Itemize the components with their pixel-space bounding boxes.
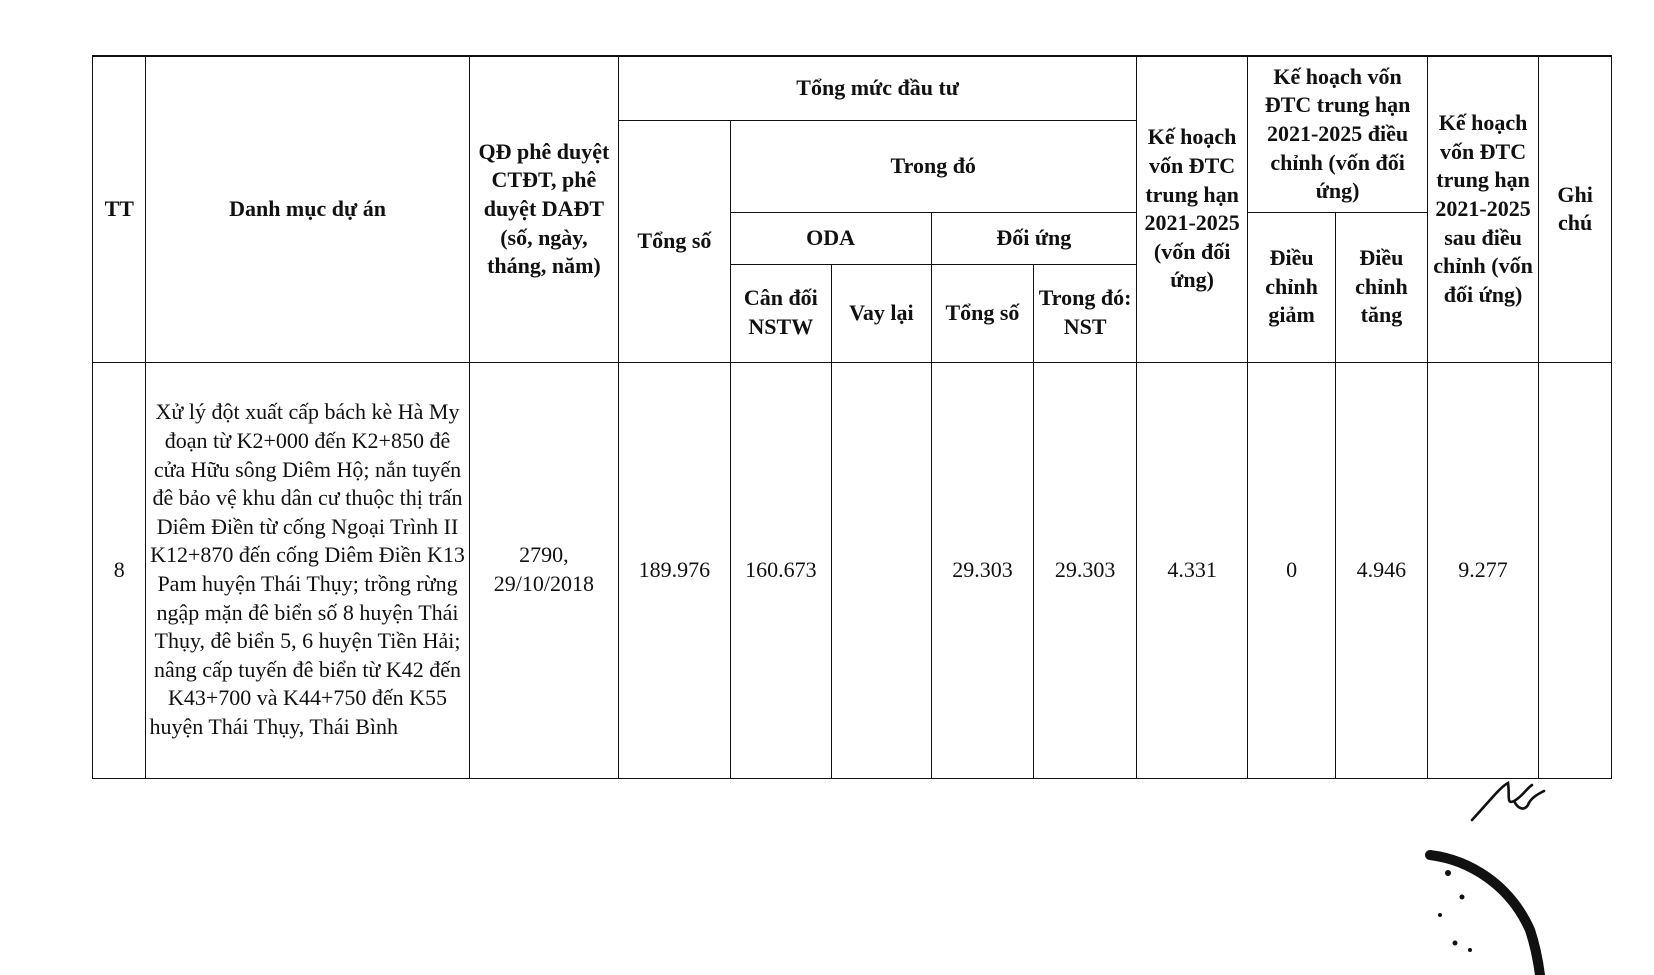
stamp-mark	[1410, 835, 1570, 975]
cell-project: Xử lý đột xuất cấp bách kè Hà My đoạn từ K2+000 đến K2+850 đê cửa Hữu sông Diêm Hộ; nắn tuyến đê bảo vệ khu dân cư thuộc thị trấn Diêm Điền từ cống Ngoại Trình II K12+870 đến cống Diêm Điền K13 Pam huyện Thái Thụy; trồng rừng ngập mặn đê biển số 8 huyện Thái Thụy, đê biển 5, 6 huyện Tiền Hải; nâng cấp tuyến đê biển từ K42 đến K43+700 và K44+750 đến K55 huyện Thái Thụy, Thái Bình	[146, 362, 469, 778]
cell-decision-date: 29/10/2018	[493, 571, 595, 596]
table-row	[93, 362, 1612, 778]
investment-table	[92, 55, 1612, 779]
header-counterpart: Đối ứng	[931, 212, 1136, 264]
signature-mark	[1470, 775, 1550, 830]
header-decision: QĐ phê duyệt CTĐT, phê duyệt DAĐT (số, ngày, tháng, năm)	[469, 56, 619, 362]
header-decrease: Điều chỉnh giảm	[1248, 212, 1336, 362]
cell-total: 189.976	[619, 362, 730, 778]
header-after-adjust: Kế hoạch vốn ĐTC trung hạn 2021-2025 sau điều chỉnh (vốn đối ứng)	[1427, 56, 1538, 362]
cell-increase: 4.946	[1335, 362, 1427, 778]
cell-can-doi-nstw: 160.673	[730, 362, 832, 778]
cell-note	[1539, 362, 1612, 778]
header-counterpart-total: Tổng số	[931, 264, 1034, 362]
header-medium-plan: Kế hoạch vốn ĐTC trung hạn 2021-2025 (vốn đối ứng)	[1136, 56, 1247, 362]
cell-medium-plan: 4.331	[1136, 362, 1247, 778]
header-adjusted-plan: Kế hoạch vốn ĐTC trung hạn 2021-2025 điều chỉnh (vốn đối ứng)	[1248, 56, 1428, 212]
cell-tt: 8	[93, 362, 146, 778]
header-counterpart-nst: Trong đó: NST	[1034, 264, 1137, 362]
header-oda: ODA	[730, 212, 931, 264]
cell-decision-number: 2790,	[519, 542, 569, 568]
header-note: Ghi chú	[1539, 56, 1612, 362]
header-project-list: Danh mục dự án	[146, 56, 469, 362]
cell-decrease: 0	[1248, 362, 1336, 778]
header-increase: Điều chỉnh tăng	[1335, 212, 1427, 362]
cell-after-adjust: 9.277	[1427, 362, 1538, 778]
header-tt: TT	[93, 56, 146, 362]
header-can-doi-nstw: Cân đối NSTW	[730, 264, 832, 362]
cell-counterpart-total: 29.303	[931, 362, 1034, 778]
header-total: Tổng số	[619, 120, 730, 362]
header-total-investment: Tổng mức đầu tư	[619, 56, 1137, 120]
cell-counterpart-nst: 29.303	[1034, 362, 1137, 778]
header-of-which: Trong đó	[730, 120, 1136, 212]
header-vay-lai: Vay lại	[832, 264, 931, 362]
cell-vay-lai	[832, 362, 931, 778]
cell-decision	[469, 362, 619, 778]
